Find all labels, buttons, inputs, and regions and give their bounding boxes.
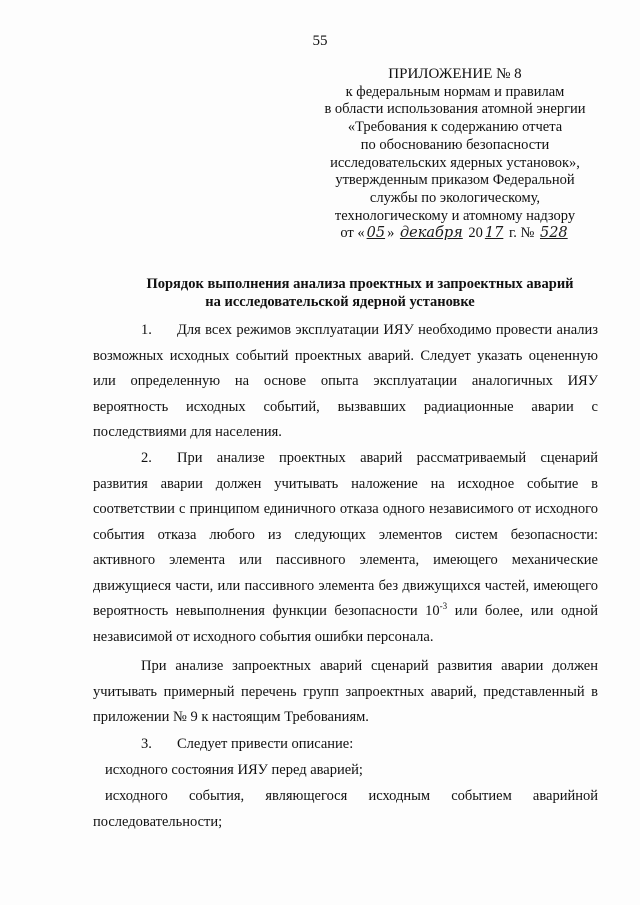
appendix-line: в области использования атомной энергии <box>324 101 586 118</box>
appendix-line: технологическому и атомному надзору <box>334 207 576 224</box>
appendix-title: ПРИЛОЖЕНИЕ № 8 <box>388 66 522 82</box>
paragraph-5 <box>93 758 598 784</box>
paragraph-number: 1. <box>141 322 152 338</box>
appendix-line: исследовательских ядерных установок», <box>330 154 580 171</box>
handwritten-year: 17 <box>484 225 504 242</box>
date-year-prefix: 20 <box>468 225 483 242</box>
paragraph-6 <box>93 784 598 835</box>
handwritten-order-number: 528 <box>539 225 568 242</box>
paragraph-1 <box>93 318 598 446</box>
handwritten-month: декабря <box>399 225 463 242</box>
title-line-1: Порядок выполнения анализа проектных и запроектных аварий <box>146 276 574 292</box>
paragraph-text-cont: или более, или одной независимой от исходного события ошибки персонала. <box>93 603 598 645</box>
handwritten-day: 05 <box>366 225 386 242</box>
appendix-line: к федеральным нормам и правилам <box>345 83 565 100</box>
paragraph-2 <box>93 446 598 650</box>
paragraph-text: Для всех режимов эксплуатации ИЯУ необходимо провести анализ возможных исходных событий проектных аварий. Следует указать оцененную или определенную на основе опыта эксплуатации аналогичных ИЯУ вероятность исходных событий, вызвавших радиационные аварии с последствиями для населения. <box>93 322 598 440</box>
order-date-line <box>300 225 610 243</box>
paragraph-number: 2. <box>141 450 152 466</box>
page-number: 55 <box>312 33 328 49</box>
appendix-line: утвержденным приказом Федеральной <box>335 172 575 189</box>
appendix-line: службы по экологическому, <box>369 189 541 206</box>
appendix-header <box>300 66 610 243</box>
date-prefix: от « <box>340 225 365 242</box>
paragraph-text: исходного состояния ИЯУ перед аварией; <box>105 762 363 778</box>
date-suffix: г. № <box>505 225 535 242</box>
paragraph-text: При анализе проектных аварий рассматриваемый сценарий развития аварии должен учитывать наложение на исходное событие в соответствии с принципом единичного отказа одного независимого от исходного события отказа любого из следующих элементов систем безопасности: активного элемента или пассивного элемента, имеющего механические движущиеся части, или пассивного элемента без движущихся частей, имеющего вероятность невыполнения функции безопасности 10 <box>93 450 598 619</box>
title-line-2: на исследовательской ядерной установке <box>205 293 475 310</box>
paragraph-3 <box>93 654 598 731</box>
appendix-line: «Требования к содержанию отчета <box>347 119 563 136</box>
paragraph-text: При анализе запроектных аварий сценарий развития аварии должен учитывать примерный перечень групп запроектных аварий, представленный в приложении № 9 к настоящим Требованиям. <box>93 658 598 725</box>
date-mid: » <box>387 225 395 242</box>
exponent: -3 <box>439 601 448 612</box>
paragraph-4 <box>93 732 598 758</box>
appendix-line: по обоснованию безопасности <box>360 136 550 153</box>
document-title <box>80 276 640 311</box>
paragraph-text: Следует привести описание: <box>177 736 354 752</box>
paragraph-text-inner: исходного события, являющегося исходным событием аварийной последовательности; <box>93 788 598 830</box>
paragraph-text <box>93 784 598 835</box>
paragraph-number: 3. <box>141 736 152 752</box>
